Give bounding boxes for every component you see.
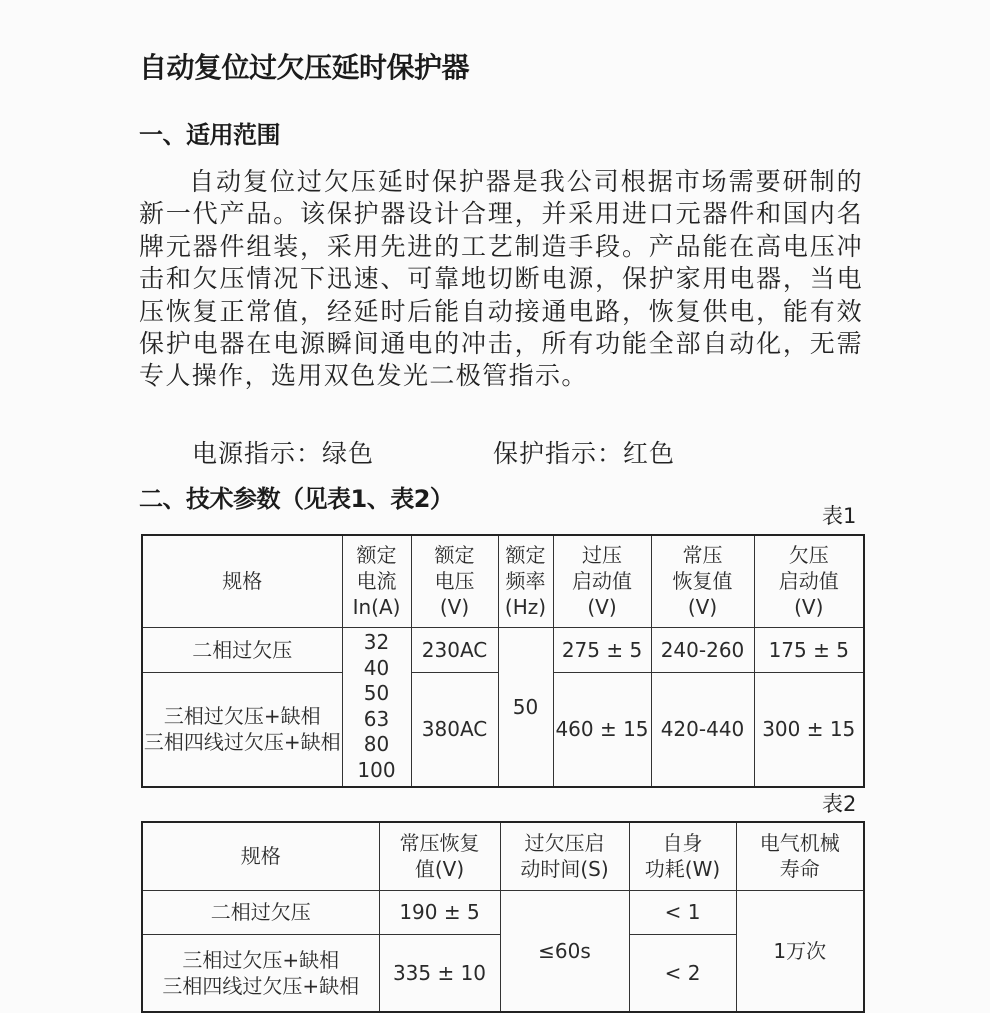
header-line: 过压	[582, 543, 622, 568]
section-heading-parameters: 二、技术参数（见表1、表2）	[139, 485, 454, 513]
table1-cell-over: 460 ± 15	[553, 672, 651, 787]
table-row	[142, 890, 864, 934]
table1-cell-currents	[342, 627, 411, 787]
header-line: 功耗(W)	[644, 857, 721, 882]
header-line: 频率	[505, 569, 546, 594]
header-line: 额定	[434, 543, 475, 568]
table1-cell-normal: 420-440	[651, 672, 754, 787]
table2-header-power	[629, 822, 736, 890]
table1-header-normal-recover	[651, 535, 754, 627]
table1-header-spec: 规格	[142, 535, 342, 627]
table1-cell-over: 275 ± 5	[553, 627, 651, 672]
table2-cell-spec: 二相过欠压	[142, 890, 379, 934]
header-line: 常压	[682, 543, 723, 568]
header-line: (Hz)	[504, 595, 547, 620]
current-value: 80	[363, 732, 390, 757]
header-line: (V)	[587, 595, 617, 620]
power-indicator-text: 电源指示：绿色	[192, 439, 375, 468]
current-value: 40	[363, 655, 390, 680]
header-line: (V)	[439, 595, 470, 620]
section-heading-scope: 一、适用范围	[139, 121, 280, 149]
header-line: 常压恢复	[399, 831, 480, 856]
table1-cell-frequency: 50	[498, 627, 553, 787]
current-value: 32	[363, 630, 390, 655]
table2-header-life	[736, 822, 864, 890]
header-line: 额定	[356, 543, 397, 568]
spec-table-1	[141, 534, 865, 788]
current-value: 63	[363, 706, 390, 731]
table1-header-voltage	[411, 535, 498, 627]
table1-header-current	[342, 535, 411, 627]
header-line: 电气机械	[759, 831, 840, 856]
table2-caption: 表2	[822, 792, 857, 816]
table1-cell-spec	[142, 672, 342, 787]
header-line: 电流	[356, 569, 397, 594]
protect-indicator-text: 保护指示：红色	[493, 439, 676, 468]
table1-cell-under: 175 ± 5	[754, 627, 864, 672]
table1-cell-voltage: 230AC	[411, 627, 498, 672]
document-title: 自动复位过欠压延时保护器	[139, 51, 470, 84]
header-line: 值(V)	[414, 857, 465, 882]
header-line: 恢复值	[672, 569, 733, 594]
header-line: 欠压	[788, 543, 829, 568]
spec-line: 三相过欠压+缺相	[182, 947, 340, 972]
table1-header-under-start	[754, 535, 864, 627]
table1-header-row	[142, 535, 864, 627]
table2-header-delay	[500, 822, 629, 890]
header-line: In(A)	[352, 595, 401, 620]
spec-table-2	[141, 821, 865, 1013]
table1-cell-under: 300 ± 15	[754, 672, 864, 787]
table2-cell-power: < 1	[629, 890, 736, 934]
table2-header-row	[142, 822, 864, 890]
current-value: 100	[357, 757, 396, 782]
table2-cell-life: 1万次	[736, 890, 864, 1012]
table2-header-recover	[379, 822, 500, 890]
table1-cell-spec: 二相过欠压	[142, 627, 342, 672]
scope-paragraph: 自动复位过欠压延时保护器是我公司根据市场需要研制的新一代产品。该保护器设计合理，并采用进口元器件和国内名牌元器件组装，采用先进的工艺制造手段。产品能在高电压冲击和欠压情况下迅速、可靠地切断电源，保护家用电器，当电压恢复正常值，经延时后能自动接通电路，恢复供电，能有效保护电器在电源瞬间通电的冲击，所有功能全部自动化，无需专人操作，选用双色发光二极管指示。	[139, 167, 863, 391]
table2-cell-spec	[142, 934, 379, 1012]
header-line: 电压	[434, 569, 475, 594]
spec-line: 三相过欠压+缺相	[163, 704, 321, 729]
table2-cell-recover: 190 ± 5	[379, 890, 500, 934]
table2-header-spec: 规格	[142, 822, 379, 890]
table1-header-over-start	[553, 535, 651, 627]
header-line: (V)	[687, 595, 718, 620]
header-line: 动时间(S)	[520, 857, 609, 882]
table1-cell-normal: 240-260	[651, 627, 754, 672]
table1-caption: 表1	[822, 504, 857, 528]
table-row	[142, 627, 864, 672]
spec-line: 三相四线过欠压+缺相	[143, 730, 341, 755]
header-line: 额定	[505, 543, 546, 568]
header-line: 启动值	[778, 569, 839, 594]
table1-header-frequency	[498, 535, 553, 627]
header-line: 启动值	[572, 569, 632, 594]
header-line: 自身	[662, 831, 703, 856]
table1-cell-voltage: 380AC	[411, 672, 498, 787]
header-line: 过欠压启	[524, 831, 605, 856]
header-line: (V)	[794, 595, 824, 620]
spec-line: 三相四线过欠压+缺相	[162, 973, 360, 998]
current-value: 50	[363, 681, 390, 706]
header-line: 寿命	[779, 857, 820, 882]
table2-cell-recover: 335 ± 10	[379, 934, 500, 1012]
table2-cell-delay: ≤60s	[500, 890, 629, 1012]
table2-cell-power: < 2	[629, 934, 736, 1012]
